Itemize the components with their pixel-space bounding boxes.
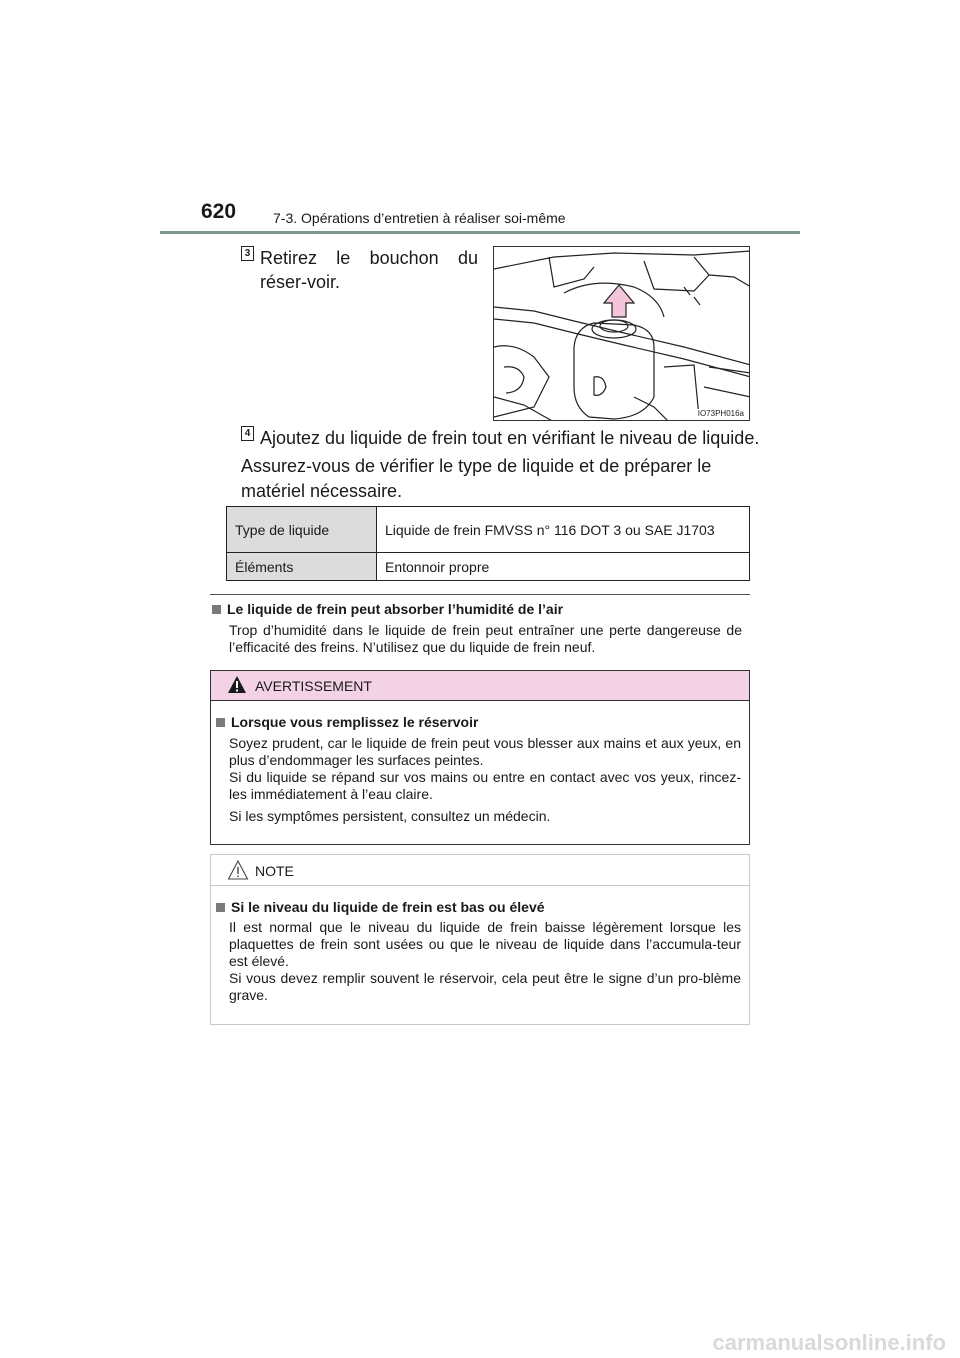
caution-outline-icon	[227, 859, 249, 881]
square-bullet-icon	[216, 903, 225, 912]
note-header	[211, 855, 749, 886]
watermark	[0, 1328, 960, 1358]
warning-title: AVERTISSEMENT	[255, 678, 372, 694]
warning-para-3: Si les symptômes persistent, consultez un médecin.	[229, 808, 551, 824]
step-4-subtext: Assurez-vous de vérifier le type de liquide et de préparer le matériel nécessaire.	[241, 456, 712, 501]
table-row	[227, 553, 750, 581]
warning-header	[211, 671, 749, 701]
engine-bay-drawing	[494, 247, 750, 421]
info-note-heading-text: Le liquide de frein peut absorber l’humidité de l’air	[227, 601, 564, 617]
warning-para	[229, 735, 741, 803]
watermark-text: carmanualsonline.info	[712, 1330, 946, 1355]
info-note-body: Trop d’humidité dans le liquide de frein peut entraîner une perte dangereuse de l’efficacité des freins. N’utilisez que du liquide de frein neuf.	[229, 622, 742, 655]
section-title: 7-3. Opérations d’entretien à réaliser soi-même	[273, 210, 566, 226]
note-item-heading-text: Si le niveau du liquide de frein est bas ou élevé	[231, 899, 545, 915]
step-3-text: Retirez le bouchon du réser-voir.	[260, 248, 478, 292]
note-body	[229, 919, 741, 1004]
reservoir-illustration	[493, 246, 750, 421]
warning-box	[210, 670, 750, 845]
page-header	[160, 200, 800, 236]
note-item-heading	[216, 899, 545, 915]
table-label: Type de liquide	[227, 507, 377, 553]
step-number-3: 3	[241, 246, 254, 261]
table-label: Éléments	[227, 553, 377, 581]
header-rule	[160, 231, 800, 234]
spec-table	[226, 506, 750, 581]
warning-item-heading	[216, 714, 478, 730]
warning-item-heading-text: Lorsque vous remplissez le réservoir	[231, 714, 479, 730]
warning-body	[229, 735, 741, 830]
warning-para-1: Soyez prudent, car le liquide de frein peut vous blesser aux mains et aux yeux, en plus d’endommager les surfaces peintes.	[229, 735, 741, 768]
section-divider	[210, 594, 750, 595]
table-value: Liquide de frein FMVSS n° 116 DOT 3 ou SAE J1703	[377, 507, 750, 553]
note-title: NOTE	[255, 863, 294, 879]
figure-code: IO73PH016a	[697, 409, 744, 418]
warning-triangle-icon	[227, 675, 247, 695]
note-para-1: Il est normal que le niveau du liquide de frein baisse légèrement lorsque les plaquettes de frein sont usées ou que le niveau de liquide dans l’accumula-teur est élevé.	[229, 919, 741, 969]
warning-para-2: Si du liquide se répand sur vos mains ou entre en contact avec vos yeux, rincez-les immédiatement à l’eau claire.	[229, 769, 741, 802]
note-box	[210, 854, 750, 1025]
square-bullet-icon	[216, 718, 225, 727]
step-number-4: 4	[241, 426, 254, 441]
info-note-heading	[212, 601, 563, 617]
table-row	[227, 507, 750, 553]
note-para-2: Si vous devez remplir souvent le réservoir, cela peut être le signe d’un pro-blème grave.	[229, 970, 741, 1003]
square-bullet-icon	[212, 605, 221, 614]
step-4-text: Ajoutez du liquide de frein tout en vérifiant le niveau de liquide.	[260, 428, 760, 448]
page-number: 620	[201, 200, 237, 223]
table-value: Entonnoir propre	[377, 553, 750, 581]
